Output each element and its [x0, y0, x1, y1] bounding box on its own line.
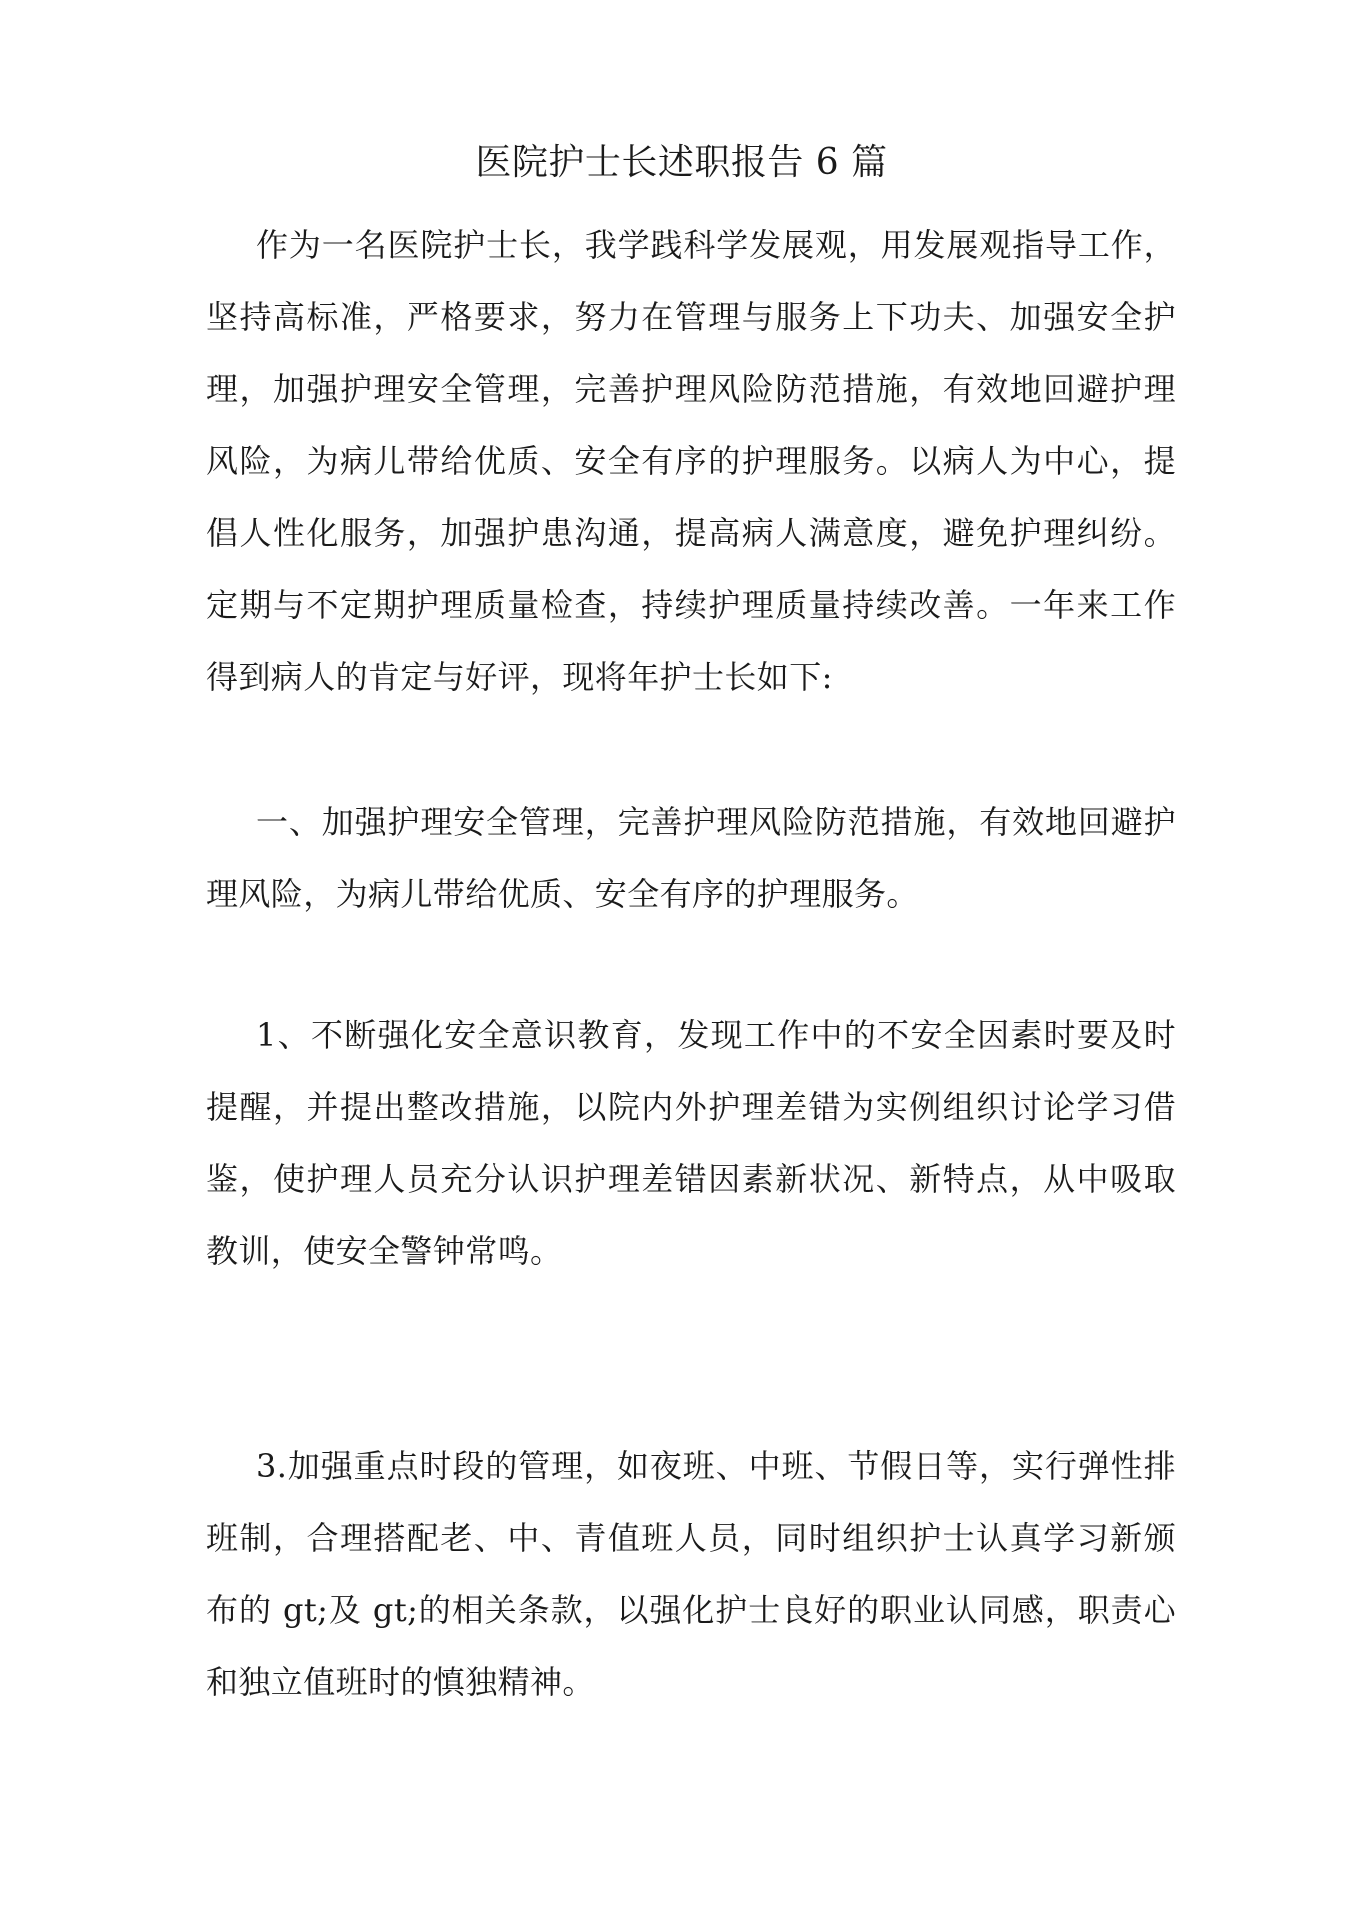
paragraph-item-3: 3.加强重点时段的管理，如夜班、中班、节假日等，实行弹性排班制，合理搭配老、中、青值班人员，同时组织护士认真学习新颁布的 gt;及 gt;的相关条款，以强化护士良好的职业认同感，职责心和独立值班时的慎独精神。	[206, 1447, 1176, 1701]
paragraph-item-1: 1、不断强化安全意识教育，发现工作中的不安全因素时要及时提醒，并提出整改措施，以院内外护理差错为实例组织讨论学习借鉴，使护理人员充分认识护理差错因素新状况、新特点，从中吸取教训，使安全警钟常鸣。	[206, 1016, 1176, 1270]
paragraph-intro: 作为一名医院护士长，我学践科学发展观，用发展观指导工作，坚持高标准，严格要求，努力在管理与服务上下功夫、加强安全护理，加强护理安全管理，完善护理风险防范措施，有效地回避护理风险，为病儿带给优质、安全有序的护理服务。以病人为中心，提倡人性化服务，加强护患沟通，提高病人满意度，避免护理纠纷。定期与不定期护理质量检查，持续护理质量持续改善。一年来工作得到病人的肯定与好评，现将年护士长如下:	[206, 226, 1176, 696]
paragraph-section-one: 一、加强护理安全管理，完善护理风险防范措施，有效地回避护理风险，为病儿带给优质、安全有序的护理服务。	[206, 803, 1176, 913]
document-title: 医院护士长述职报告 6 篇	[475, 142, 888, 183]
